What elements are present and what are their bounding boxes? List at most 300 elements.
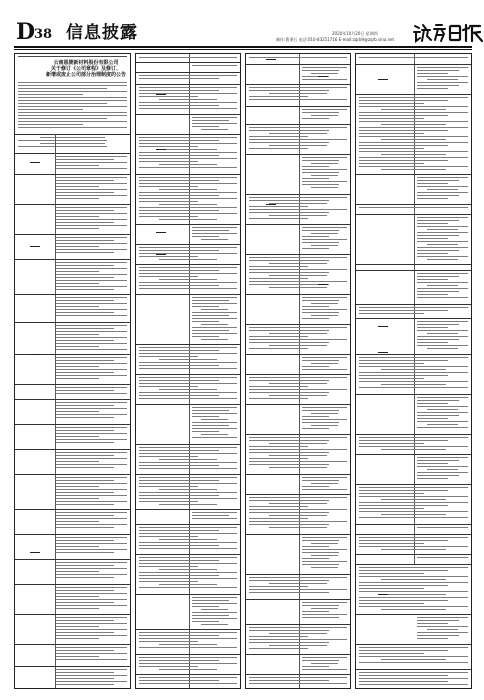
empty-cell-mark: [318, 76, 328, 77]
text-line: [139, 527, 237, 528]
text-line: [249, 509, 347, 510]
table-row-divider: [136, 264, 240, 265]
text-line: [18, 103, 107, 104]
text-block: [249, 327, 347, 351]
text-block: [18, 56, 127, 59]
text-line: [359, 490, 448, 491]
text-line: [192, 65, 237, 66]
text-line: [417, 253, 448, 254]
table-row-divider: [246, 434, 350, 435]
table-row-divider: [356, 354, 471, 355]
text-block: [417, 321, 468, 351]
text-line: [417, 557, 468, 558]
text-block: [139, 527, 237, 551]
text-line: [249, 586, 308, 587]
text-line: [249, 642, 329, 643]
text-line: [139, 282, 237, 283]
text-line: [417, 427, 468, 428]
text-line: [249, 440, 329, 441]
text-line: [18, 97, 127, 98]
text-line: [417, 183, 448, 184]
text-line: [139, 480, 219, 481]
text-line: [417, 250, 459, 251]
table-row-divider: [15, 559, 130, 560]
text-block: [249, 127, 347, 151]
text-line: [56, 210, 114, 211]
text-block: [359, 672, 468, 687]
text-line: [139, 201, 198, 202]
text-line: [56, 183, 127, 184]
text-line: [192, 312, 237, 313]
text-block: [249, 57, 347, 60]
text-line: [139, 75, 237, 76]
text-line: [56, 675, 127, 676]
text-line: [359, 443, 424, 444]
text-line: [56, 198, 99, 199]
empty-cell-mark: [378, 594, 388, 595]
table-row-divider: [246, 324, 350, 325]
text-line: [359, 145, 448, 146]
text-block: [192, 117, 237, 132]
text-block: [249, 577, 347, 595]
table-row-divider: [246, 84, 350, 85]
table-row-divider: [356, 454, 471, 455]
table-row-divider: [246, 474, 350, 475]
text-line: [359, 508, 424, 509]
text-line: [56, 632, 114, 633]
text-line: [139, 250, 219, 251]
text-line: [427, 424, 458, 425]
text-line: [417, 85, 459, 86]
text-line: [139, 270, 219, 271]
text-line: [56, 195, 127, 196]
text-line: [359, 118, 424, 119]
text-line: [56, 414, 127, 415]
table-row-divider: [356, 94, 471, 95]
text-line: [359, 437, 468, 438]
text-line: [56, 271, 99, 272]
text-line: [56, 252, 114, 253]
table-row-divider: [356, 564, 471, 565]
text-line: [139, 380, 219, 381]
text-line: [56, 393, 127, 394]
text-line: [359, 570, 448, 571]
text-line: [302, 669, 347, 670]
text-line: [139, 350, 219, 351]
table-row-divider: [246, 294, 350, 295]
text-line: [311, 115, 338, 116]
text-line: [139, 666, 198, 667]
text-block: [56, 452, 127, 470]
text-line: [249, 218, 308, 219]
text-line: [56, 489, 127, 490]
text-line: [56, 574, 127, 575]
headline: [43, 60, 129, 78]
text-block: [56, 357, 127, 381]
text-line: [359, 133, 424, 134]
text-line: [417, 73, 448, 74]
text-line: [139, 192, 237, 193]
text-line: [56, 495, 127, 496]
text-line: [56, 647, 127, 648]
text-line: [18, 56, 127, 57]
text-line: [249, 269, 347, 270]
text-line: [249, 206, 308, 207]
text-line: [139, 167, 237, 168]
text-block: [18, 82, 127, 130]
text-line: [359, 310, 448, 311]
text-line: [139, 285, 219, 286]
text-line: [139, 146, 198, 147]
table-row-divider: [136, 84, 240, 85]
table-row-divider: [246, 124, 350, 125]
table-row-divider: [356, 304, 471, 305]
text-line: [56, 262, 127, 263]
text-line: [302, 70, 339, 71]
text-block: [139, 347, 237, 371]
text-line: [56, 458, 127, 459]
text-line: [159, 149, 218, 150]
empty-cell-mark: [30, 246, 40, 247]
text-line: [417, 463, 448, 464]
text-line: [249, 90, 329, 91]
text-line: [417, 460, 459, 461]
text-line: [311, 363, 338, 364]
text-block: [56, 477, 127, 507]
text-line: [56, 626, 99, 627]
table-row-divider: [246, 194, 350, 195]
text-line: [192, 600, 229, 601]
text-line: [139, 647, 237, 648]
text-line: [417, 620, 459, 621]
text-line: [18, 127, 127, 128]
text-line: [56, 417, 114, 418]
text-line: [302, 248, 329, 249]
text-line: [302, 184, 339, 185]
text-line: [311, 315, 338, 316]
text-line: [56, 571, 99, 572]
text-line: [139, 152, 237, 153]
text-line: [40, 137, 105, 138]
text-line: [56, 162, 127, 163]
text-line: [302, 236, 329, 237]
text-line: [249, 127, 347, 128]
text-line: [139, 477, 237, 478]
text-line: [18, 106, 127, 107]
text-line: [192, 330, 229, 331]
text-line: [417, 256, 468, 257]
text-line: [40, 143, 105, 144]
text-line: [417, 330, 468, 331]
text-block: [302, 227, 347, 251]
text-block: [139, 677, 237, 686]
headline-line-2: 关于修订《公司章程》及修订、: [50, 66, 121, 72]
text-line: [381, 154, 446, 155]
text-block: [56, 587, 127, 611]
text-line: [269, 395, 328, 396]
text-line: [159, 459, 218, 460]
text-line: [56, 593, 127, 594]
text-line: [417, 186, 468, 187]
text-line: [311, 425, 338, 426]
text-line: [381, 169, 446, 170]
text-line: [417, 192, 468, 193]
text-line: [249, 683, 347, 684]
text-line: [159, 189, 218, 190]
empty-cell-mark: [378, 326, 388, 327]
text-line: [18, 88, 107, 89]
text-line: [56, 549, 127, 550]
text-block: [56, 669, 127, 687]
text-line: [359, 387, 468, 388]
text-block: [56, 325, 127, 352]
text-line: [56, 480, 114, 481]
text-line: [139, 143, 237, 144]
text-line: [249, 500, 329, 501]
text-line: [139, 450, 219, 451]
text-line: [302, 617, 339, 618]
text-line: [249, 389, 347, 390]
text-line: [359, 121, 468, 122]
text-line: [18, 121, 127, 122]
table-row-divider: [136, 244, 240, 245]
text-line: [56, 537, 127, 538]
text-line: [192, 230, 229, 231]
text-line: [56, 540, 114, 541]
text-line: [56, 436, 99, 437]
text-line: [56, 402, 127, 403]
text-line: [359, 576, 468, 577]
text-block: [56, 427, 127, 445]
text-line: [139, 180, 219, 181]
text-line: [56, 186, 99, 187]
text-line: [359, 136, 468, 137]
table-row-divider: [136, 554, 240, 555]
text-line: [192, 615, 229, 616]
text-line: [56, 678, 114, 679]
text-line: [269, 145, 328, 146]
column-4: [355, 53, 472, 689]
text-line: [269, 93, 328, 94]
text-block: [56, 562, 127, 580]
text-line: [269, 333, 328, 334]
section-title: 信息披露: [66, 23, 138, 43]
text-line: [139, 155, 219, 156]
text-line: [417, 223, 448, 224]
text-line: [139, 207, 237, 208]
text-line: [359, 647, 468, 648]
text-line: [417, 180, 459, 181]
text-line: [381, 124, 446, 125]
text-line: [359, 585, 448, 586]
text-line: [56, 498, 99, 499]
table-row-divider: [136, 224, 240, 225]
text-line: [417, 232, 468, 233]
text-line: [56, 590, 114, 591]
text-line: [139, 680, 219, 681]
text-line: [249, 272, 329, 273]
text-line: [18, 140, 107, 141]
text-line: [269, 263, 328, 264]
text-line: [417, 70, 459, 71]
text-line: [56, 653, 127, 654]
table-row-divider: [246, 354, 350, 355]
masthead: [14, 20, 472, 46]
text-block: [139, 557, 237, 590]
table-row-divider: [15, 509, 130, 510]
text-block: [56, 537, 127, 555]
text-line: [249, 339, 347, 340]
text-line: [56, 334, 99, 335]
text-line: [359, 360, 448, 361]
text-line: [359, 378, 424, 379]
text-line: [159, 669, 218, 670]
text-line: [249, 636, 308, 637]
text-line: [359, 678, 468, 679]
table-row-divider: [15, 666, 130, 667]
text-block: [139, 267, 237, 291]
text-line: [139, 641, 198, 642]
text-line: [381, 579, 446, 580]
text-line: [139, 462, 237, 463]
text-line: [56, 289, 114, 290]
text-block: [192, 297, 237, 342]
text-line: [139, 288, 237, 289]
text-line: [56, 343, 127, 344]
text-line: [249, 627, 347, 628]
text-line: [56, 390, 114, 391]
newspaper-logo: [412, 22, 484, 44]
text-line: [139, 447, 237, 448]
text-line: [249, 212, 329, 213]
text-line: [302, 410, 339, 411]
text-line: [192, 333, 237, 334]
table-row-divider: [136, 294, 240, 295]
text-line: [249, 330, 329, 331]
text-line: [269, 275, 328, 276]
text-line: [302, 540, 339, 541]
text-line: [139, 663, 237, 664]
text-block: [139, 447, 237, 471]
empty-cell-mark: [378, 79, 388, 80]
table-row-divider: [136, 174, 240, 175]
text-line: [269, 633, 328, 634]
text-line: [192, 431, 219, 432]
text-line: [159, 504, 218, 505]
text-block: [56, 177, 127, 201]
text-line: [139, 542, 237, 543]
text-line: [56, 366, 99, 367]
text-block: [192, 407, 237, 440]
text-line: [56, 546, 99, 547]
text-block: [359, 97, 468, 172]
text-line: [56, 515, 114, 516]
table-row-divider: [136, 629, 240, 630]
text-line: [417, 279, 448, 280]
text-line: [56, 375, 127, 376]
text-line: [56, 216, 99, 217]
text-line: [139, 545, 219, 546]
text-line: [249, 512, 329, 513]
text-line: [359, 307, 468, 308]
text-line: [139, 557, 237, 558]
text-line: [417, 235, 459, 236]
text-line: [201, 324, 228, 325]
text-line: [192, 297, 237, 298]
text-line: [302, 552, 339, 553]
text-line: [139, 161, 198, 162]
text-line: [56, 168, 127, 169]
text-line: [192, 407, 237, 408]
text-line: [381, 609, 446, 610]
text-line: [249, 130, 329, 131]
empty-cell-mark: [266, 59, 276, 60]
text-line: [139, 253, 237, 254]
text-line: [139, 362, 237, 363]
text-line: [56, 274, 127, 275]
text-line: [381, 549, 446, 550]
text-line: [56, 297, 127, 298]
empty-cell-mark: [378, 352, 388, 353]
text-line: [302, 369, 347, 370]
text-line: [139, 78, 219, 79]
text-line: [192, 303, 237, 304]
text-line: [249, 630, 329, 631]
table-row-divider: [356, 214, 471, 215]
text-line: [302, 166, 329, 167]
text-line: [302, 605, 339, 606]
table-row-divider: [246, 624, 350, 625]
text-block: [249, 437, 347, 470]
text-line: [56, 442, 114, 443]
headline-line-3: 新增或废止公司部分治理制度的公告: [45, 72, 126, 78]
text-line: [359, 103, 424, 104]
text-line: [359, 675, 448, 676]
text-line: [139, 213, 237, 214]
text-line: [249, 461, 347, 462]
text-line: [56, 504, 114, 505]
text-block: [302, 157, 347, 190]
text-line: [56, 623, 127, 624]
text-line: [311, 303, 338, 304]
text-line: [192, 336, 219, 337]
text-block: [56, 402, 127, 420]
text-line: [56, 486, 99, 487]
text-line: [139, 276, 198, 277]
table-row-divider: [136, 114, 240, 115]
text-line: [201, 129, 228, 130]
text-line: [192, 410, 229, 411]
text-line: [201, 339, 228, 340]
text-line: [56, 331, 127, 332]
text-block: [359, 537, 468, 552]
text-line: [417, 198, 448, 199]
text-line: [56, 492, 114, 493]
text-line: [56, 192, 114, 193]
text-line: [56, 617, 127, 618]
text-line: [56, 286, 127, 287]
text-line: [139, 356, 198, 357]
text-line: [417, 88, 448, 89]
text-line: [302, 537, 347, 538]
table-row-divider: [356, 434, 471, 435]
text-line: [139, 183, 237, 184]
text-line: [249, 99, 347, 100]
text-line: [139, 247, 237, 248]
text-line: [302, 486, 329, 487]
table-row-divider: [246, 574, 350, 575]
text-line: [302, 657, 347, 658]
